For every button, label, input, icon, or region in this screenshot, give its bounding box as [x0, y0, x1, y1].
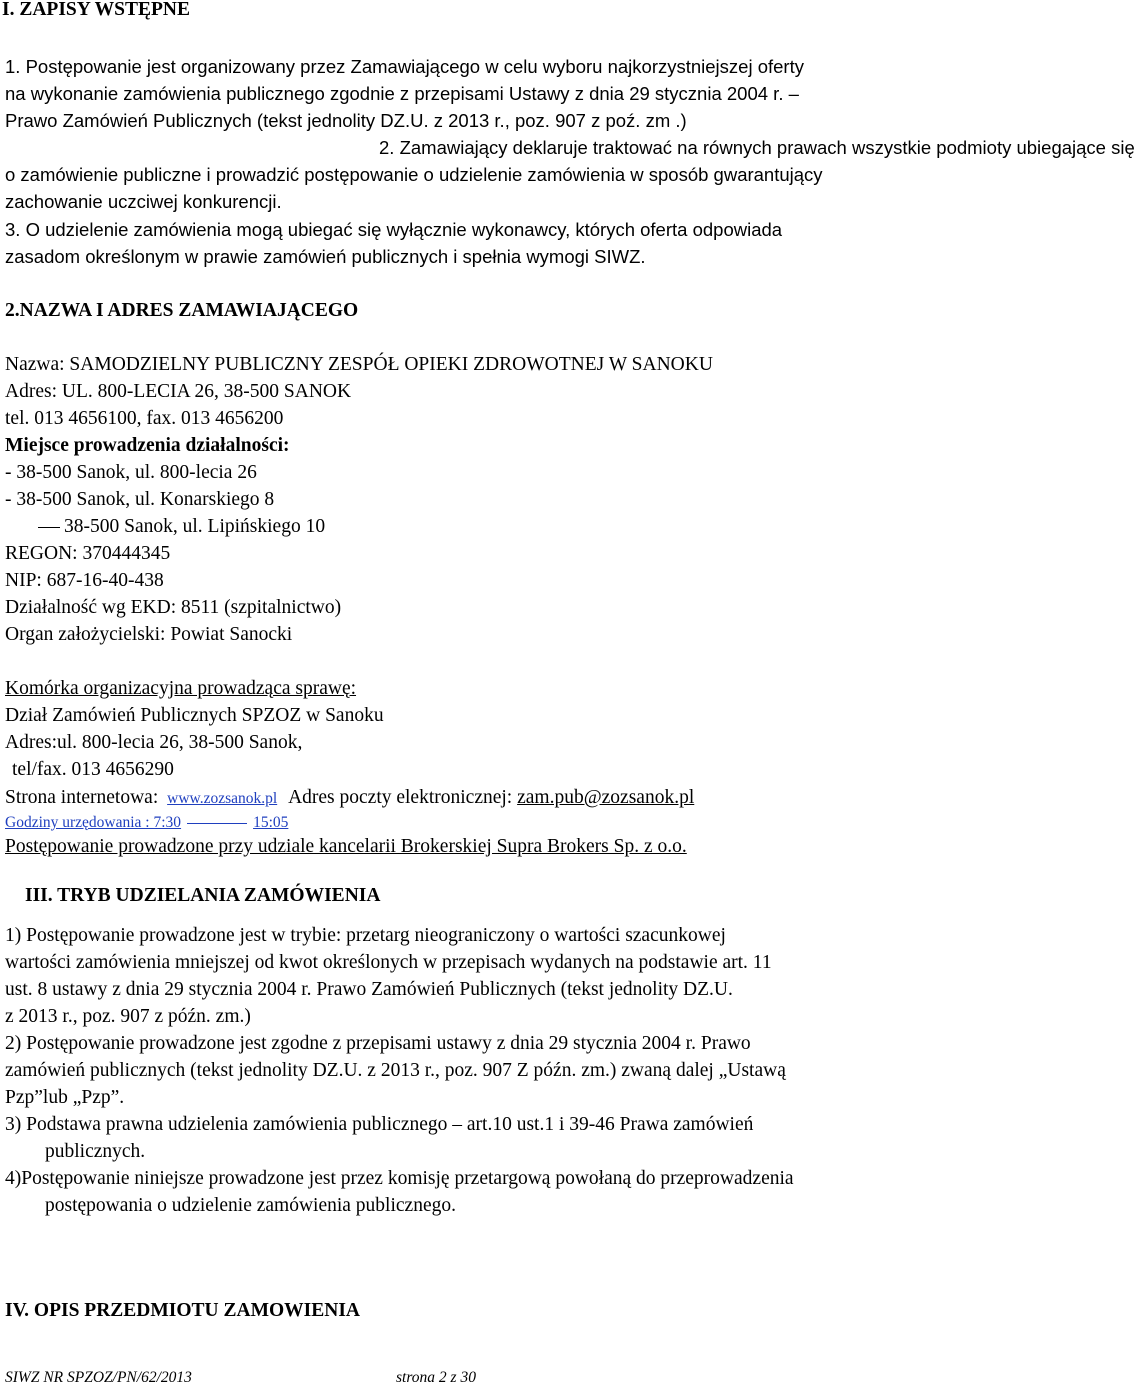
- place-3: [38, 515, 325, 539]
- orderer-address: Adres: UL. 800-LECIA 26, 38-500 SANOK: [5, 381, 352, 402]
- section-1-p2-line2: o zamówienie publiczne i prowadzić postępowanie o udzielenie zamówienia w sposób gwarantujący: [5, 164, 823, 185]
- unit-name: Dział Zamówień Publicznych SPZOZ w Sanoku: [5, 705, 384, 726]
- section-3-heading: III. TRYB UDZIELANIA ZAMÓWIENIA: [25, 885, 381, 906]
- regon: REGON: 370444345: [5, 543, 171, 564]
- unit-heading: Komórka organizacyjna prowadząca sprawę:: [5, 678, 357, 699]
- section-1-p1-line3: Prawo Zamówień Publicznych (tekst jednolity DZ.U. z 2013 r., poz. 907 z poź. zm .): [5, 110, 687, 131]
- section-3-item3-line2: publicznych.: [45, 1141, 146, 1162]
- broker-note: Postępowanie prowadzone przy udziale kancelarii Brokerskiej Supra Brokers Sp. z o.o.: [5, 836, 687, 857]
- section-1-p3-line1: 3. O udzielenie zamówienia mogą ubiegać się wyłącznie wykonawcy, których oferta odpowiada: [5, 219, 783, 240]
- section-1-p1-line2: na wykonanie zamówienia publicznego zgodnie z przepisami Ustawy z dnia 29 stycznia 2004 r. –: [5, 83, 799, 104]
- footer-doc-id: SIWZ NR SPZOZ/PN/62/2013: [5, 1369, 192, 1386]
- place-1: - 38-500 Sanok, ul. 800-lecia 26: [5, 462, 257, 483]
- founding-organ: Organ założycielski: Powiat Sanocki: [5, 624, 293, 645]
- email-link[interactable]: zam.pub@zozsanok.pl: [517, 787, 695, 808]
- unit-address: Adres:ul. 800-lecia 26, 38-500 Sanok,: [5, 732, 303, 753]
- section-3-item2-line3: Pzp”lub „Pzp”.: [5, 1087, 125, 1108]
- section-1-heading: I. ZAPISY WSTĘPNE: [2, 0, 191, 20]
- ekd: Działalność wg EKD: 8511 (szpitalnictwo): [5, 597, 342, 618]
- section-3-item2-line1: 2) Postępowanie prowadzone jest zgodne z przepisami ustawy z dnia 29 stycznia 2004 r. Prawo: [5, 1033, 751, 1054]
- section-3-item2-line2: zamówień publicznych (tekst jednolity DZ.U. z 2013 r., poz. 907 Z późn. zm.) zwaną dalej „Ustawą: [5, 1060, 786, 1081]
- section-3-item4-line2: postępowania o udzielenie zamówienia publicznego.: [45, 1195, 456, 1216]
- nip: NIP: 687-16-40-438: [5, 570, 164, 591]
- places-heading: Miejsce prowadzenia działalności:: [5, 435, 290, 456]
- dash-mark: [38, 527, 60, 528]
- section-1-p3-line2: zasadom określonym w prawie zamówień publicznych i spełnia wymogi SIWZ.: [5, 246, 646, 267]
- website-link[interactable]: www.zozsanok.pl: [167, 790, 278, 807]
- section-4-heading: IV. OPIS PRZEDMIOTU ZAMOWIENIA: [5, 1300, 361, 1321]
- place-2: - 38-500 Sanok, ul. Konarskiego 8: [5, 489, 275, 510]
- section-1-p1-line1: 1. Postępowanie jest organizowany przez Zamawiającego w celu wyboru najkorzystniejszej oferty: [5, 56, 804, 77]
- office-hours-end: 15:05: [253, 814, 289, 831]
- orderer-name: Nazwa: SAMODZIELNY PUBLICZNY ZESPÓŁ OPIEKI ZDROWOTNEJ W SANOKU: [5, 354, 713, 375]
- section-1-p2-line1: 2. Zamawiający deklaruje traktować na równych prawach wszystkie podmioty ubiegające się: [379, 137, 1135, 158]
- section-3-item3-line1: 3) Podstawa prawna udzielenia zamówienia publicznego – art.10 ust.1 i 39-46 Prawa zamówień: [5, 1114, 754, 1135]
- footer-page-number: strona 2 z 30: [396, 1369, 476, 1386]
- orderer-phone: tel. 013 4656100, fax. 013 4656200: [5, 408, 284, 429]
- section-3-item1-line3: ust. 8 ustawy z dnia 29 stycznia 2004 r. Prawo Zamówień Publicznych (tekst jednolity DZ.U.: [5, 979, 733, 1000]
- section-3-item1-line2: wartości zamówienia mniejszej od kwot określonych w przepisach wydanych na podstawie art. 11: [5, 952, 772, 973]
- office-hours: [5, 811, 288, 835]
- email-label: Adres poczty elektronicznej:: [288, 787, 513, 808]
- place-3-text: 38-500 Sanok, ul. Lipińskiego 10: [64, 516, 326, 537]
- office-hours-start: Godziny urzędowania : 7:30: [5, 814, 182, 831]
- contact-line: [5, 786, 694, 811]
- website-label: Strona internetowa:: [5, 787, 159, 808]
- unit-phone: tel/fax. 013 4656290: [12, 759, 174, 780]
- section-3-item1-line4: z 2013 r., poz. 907 z późn. zm.): [5, 1006, 251, 1027]
- section-2-heading: 2.NAZWA I ADRES ZAMAWIAJĄCEGO: [5, 300, 359, 321]
- dash-mark: [187, 823, 247, 824]
- section-3-item1-line1: 1) Postępowanie prowadzone jest w trybie: przetarg nieograniczony o wartości szacunkowej: [5, 925, 726, 946]
- section-1-p2-line3: zachowanie uczciwej konkurencji.: [5, 191, 282, 212]
- section-3-item4-line1: 4)Postępowanie niniejsze prowadzone jest przez komisję przetargową powołaną do przeprowadzenia: [5, 1168, 794, 1189]
